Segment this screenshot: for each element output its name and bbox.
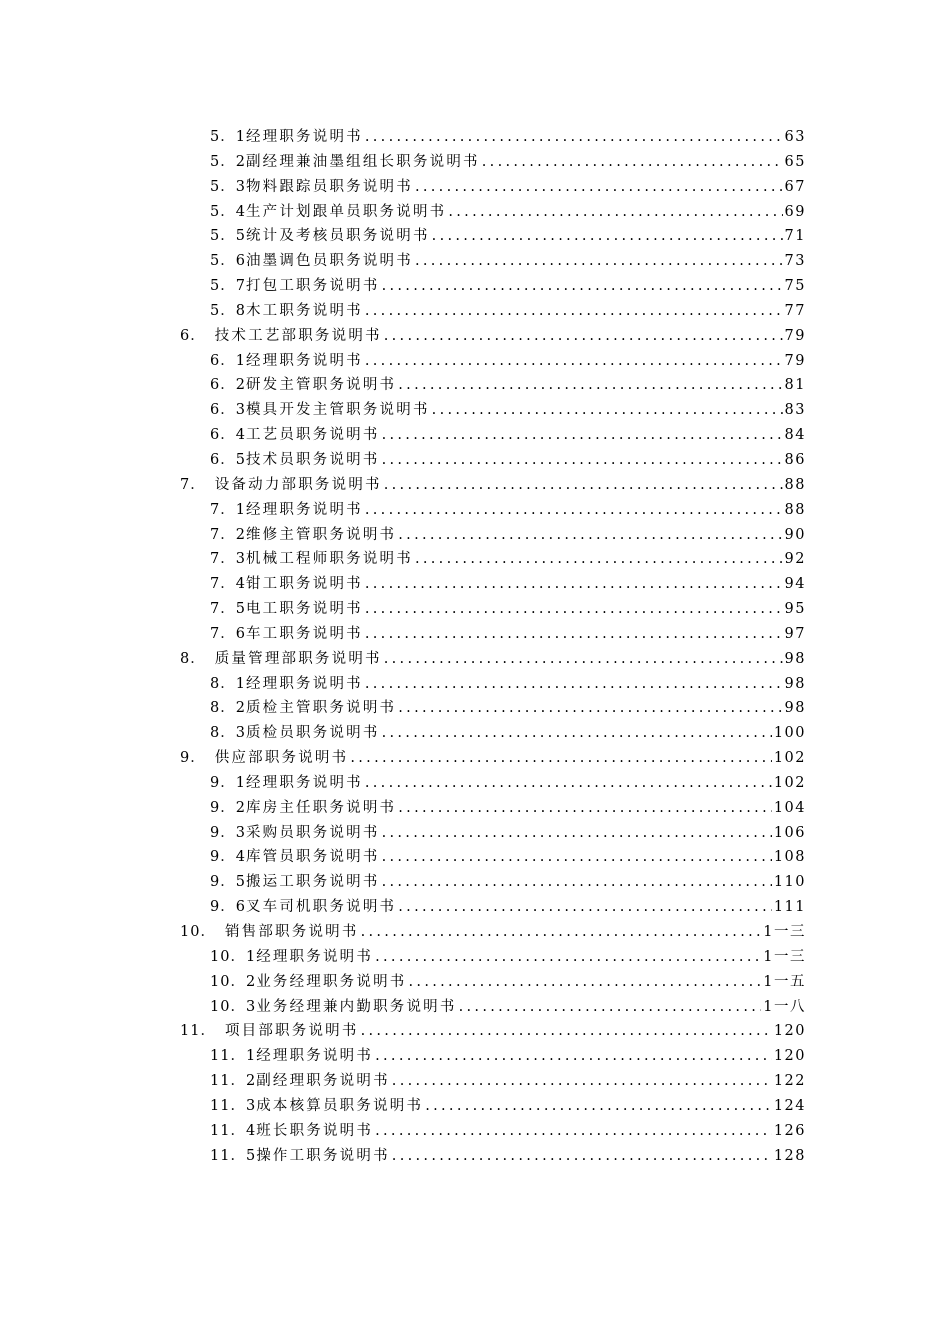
toc-entry-number: 10．3 bbox=[210, 998, 257, 1015]
toc-page-number: 77 bbox=[784, 302, 806, 319]
toc-page-number: 73 bbox=[784, 253, 806, 270]
toc-entry-title: 项目部职务说明书 bbox=[224, 1023, 359, 1040]
toc-dot-leader bbox=[384, 473, 783, 498]
toc-entry-number: 7．1 bbox=[210, 501, 246, 518]
toc-entry-title: 设备动力部职务说明书 bbox=[214, 476, 382, 493]
toc-entry-title: 班长职务说明书 bbox=[256, 1122, 374, 1139]
toc-row bbox=[0, 249, 950, 274]
toc-page-number: 98 bbox=[784, 700, 806, 717]
toc-row bbox=[0, 349, 950, 374]
toc-entry-title: 质量管理部职务说明书 bbox=[214, 650, 382, 667]
toc-row bbox=[0, 721, 950, 746]
toc-page-number: 79 bbox=[784, 327, 806, 344]
toc-entry-title: 叉车司机职务说明书 bbox=[245, 899, 397, 916]
toc-entry-title: 生产计划跟单员职务说明书 bbox=[245, 203, 447, 220]
toc-entry-number: 9．1 bbox=[210, 774, 246, 791]
toc-entry-subsection[interactable] bbox=[210, 125, 806, 150]
toc-entry-number: 5．7 bbox=[210, 278, 246, 295]
toc-entry-number: 7．6 bbox=[210, 625, 246, 642]
toc-entry-title: 业务经理职务说明书 bbox=[256, 973, 407, 990]
toc-page-number: 100 bbox=[773, 725, 806, 742]
toc-entry-number: 11．4 bbox=[210, 1122, 257, 1139]
toc-dot-leader bbox=[382, 274, 783, 299]
toc-entry-subsection[interactable] bbox=[210, 945, 806, 970]
toc-entry-title: 打包工职务说明书 bbox=[245, 278, 380, 295]
toc-entry-subsection[interactable] bbox=[210, 771, 806, 796]
toc-entry-section[interactable] bbox=[180, 1019, 806, 1044]
toc-dot-leader bbox=[361, 1019, 772, 1044]
toc-entry-subsection[interactable] bbox=[210, 398, 806, 423]
toc-entry-title: 供应部职务说明书 bbox=[214, 750, 349, 767]
toc-entry-number: 7．4 bbox=[210, 576, 246, 593]
toc-row bbox=[0, 845, 950, 870]
toc-entry-title: 统计及考核员职务说明书 bbox=[245, 228, 430, 245]
toc-dot-leader bbox=[432, 398, 783, 423]
toc-entry-subsection[interactable] bbox=[210, 1044, 806, 1069]
toc-page-number: 65 bbox=[784, 153, 806, 170]
toc-dot-leader bbox=[398, 523, 782, 548]
toc-entry-subsection[interactable] bbox=[210, 572, 806, 597]
toc-entry-subsection[interactable] bbox=[210, 299, 806, 324]
toc-dot-leader bbox=[398, 796, 772, 821]
toc-row bbox=[0, 771, 950, 796]
toc-entry-subsection[interactable] bbox=[210, 895, 806, 920]
toc-row bbox=[0, 498, 950, 523]
toc-entry-subsection[interactable] bbox=[210, 373, 806, 398]
toc-dot-leader bbox=[398, 696, 782, 721]
toc-entry-number: 9．5 bbox=[210, 874, 246, 891]
toc-page-number: 63 bbox=[784, 129, 806, 145]
toc-entry-subsection[interactable] bbox=[210, 870, 806, 895]
toc-dot-leader bbox=[382, 721, 772, 746]
toc-dot-leader bbox=[365, 125, 783, 150]
toc-entry-subsection[interactable] bbox=[210, 274, 806, 299]
toc-dot-leader bbox=[375, 1044, 772, 1069]
toc-entry-number: 5．5 bbox=[210, 228, 246, 245]
toc-row bbox=[0, 622, 950, 647]
toc-row bbox=[0, 647, 950, 672]
toc-entry-number: 5．8 bbox=[210, 302, 246, 319]
toc-row bbox=[0, 870, 950, 895]
toc-dot-leader bbox=[392, 1144, 772, 1169]
toc-entry-number: 10．2 bbox=[210, 973, 257, 990]
toc-entry-number: 5．3 bbox=[210, 178, 246, 195]
toc-entry-subsection[interactable] bbox=[210, 970, 806, 995]
toc-entry-title: 经理职务说明书 bbox=[245, 129, 363, 145]
toc-row bbox=[0, 324, 950, 349]
toc-dot-leader bbox=[365, 299, 783, 324]
toc-page-number: 1一八 bbox=[763, 998, 806, 1015]
toc-dot-leader bbox=[365, 622, 783, 647]
toc-entry-title: 技术工艺部职务说明书 bbox=[214, 327, 382, 344]
toc-page-number: 1一五 bbox=[763, 973, 806, 990]
toc-entry-subsection[interactable] bbox=[210, 845, 806, 870]
toc-row bbox=[0, 970, 950, 995]
toc-entry-subsection[interactable] bbox=[210, 175, 806, 200]
toc-entry-number: 8．3 bbox=[210, 725, 246, 742]
toc-entry-number: 6． bbox=[180, 327, 206, 344]
toc-dot-leader bbox=[365, 572, 783, 597]
toc-row bbox=[0, 523, 950, 548]
toc-entry-title: 副经理职务说明书 bbox=[256, 1073, 390, 1090]
toc-entry-title: 经理职务说明书 bbox=[245, 352, 363, 369]
toc-dot-leader bbox=[482, 150, 783, 175]
toc-entry-number: 7．3 bbox=[210, 551, 246, 568]
toc-entry-subsection[interactable] bbox=[210, 547, 806, 572]
toc-entry-number: 6．2 bbox=[210, 377, 246, 394]
toc-dot-leader bbox=[365, 771, 772, 796]
toc-entry-title: 库房主任职务说明书 bbox=[245, 799, 397, 816]
toc-row bbox=[0, 1044, 950, 1069]
toc-row bbox=[0, 995, 950, 1020]
toc-row bbox=[0, 200, 950, 225]
toc-entry-subsection[interactable] bbox=[210, 995, 806, 1020]
toc-page-number: 69 bbox=[784, 203, 806, 220]
toc-entry-subsection[interactable] bbox=[210, 1069, 806, 1094]
toc-entry-subsection[interactable] bbox=[210, 349, 806, 374]
toc-entry-subsection[interactable] bbox=[210, 448, 806, 473]
toc-page-number: 102 bbox=[773, 774, 806, 791]
toc-dot-leader bbox=[375, 945, 761, 970]
toc-entry-subsection[interactable] bbox=[210, 721, 806, 746]
toc-entry-number: 8．1 bbox=[210, 675, 246, 692]
toc-dot-leader bbox=[361, 920, 762, 945]
toc-entry-title: 业务经理兼内勤职务说明书 bbox=[256, 998, 457, 1015]
toc-entry-title: 库管员职务说明书 bbox=[245, 849, 380, 866]
toc-row bbox=[0, 1019, 950, 1044]
toc-entry-number: 9．4 bbox=[210, 849, 246, 866]
toc-row bbox=[0, 821, 950, 846]
toc-page-number: 88 bbox=[784, 501, 806, 518]
toc-entry-title: 钳工职务说明书 bbox=[245, 576, 363, 593]
toc-dot-leader bbox=[365, 349, 783, 374]
toc-row bbox=[0, 1094, 950, 1119]
toc-entry-subsection[interactable] bbox=[210, 1094, 806, 1119]
toc-entry-subsection[interactable] bbox=[210, 821, 806, 846]
toc-page-number: 102 bbox=[773, 750, 806, 767]
toc-entry-subsection[interactable] bbox=[210, 200, 806, 225]
toc-row bbox=[0, 547, 950, 572]
toc-entry-title: 物料跟踪员职务说明书 bbox=[245, 178, 413, 195]
toc-entry-number: 9．3 bbox=[210, 824, 246, 841]
toc-entry-title: 油墨调色员职务说明书 bbox=[245, 253, 413, 270]
toc-entry-section[interactable] bbox=[180, 920, 806, 945]
toc-entry-title: 技术员职务说明书 bbox=[245, 451, 380, 468]
toc-entry-number: 5．6 bbox=[210, 253, 246, 270]
toc-entry-title: 经理职务说明书 bbox=[245, 501, 363, 518]
toc-dot-leader bbox=[382, 448, 783, 473]
toc-entry-number: 9．6 bbox=[210, 899, 246, 916]
toc-entry-subsection[interactable] bbox=[210, 696, 806, 721]
toc-entry-title: 机械工程师职务说明书 bbox=[245, 551, 413, 568]
toc-page-number: 124 bbox=[773, 1097, 806, 1114]
toc-page-number: 106 bbox=[773, 824, 806, 841]
toc-dot-leader bbox=[375, 1119, 772, 1144]
toc-entry-title: 搬运工职务说明书 bbox=[245, 874, 380, 891]
toc-entry-title: 销售部职务说明书 bbox=[224, 924, 359, 940]
toc-entry-subsection[interactable] bbox=[210, 622, 806, 647]
toc-entry-subsection[interactable] bbox=[210, 224, 806, 249]
toc-entry-title: 模具开发主管职务说明书 bbox=[245, 402, 430, 419]
toc-entry-number: 11．1 bbox=[210, 1048, 257, 1065]
toc-dot-leader bbox=[382, 845, 772, 870]
toc-entry-title: 质检主管职务说明书 bbox=[245, 700, 397, 717]
toc-dot-leader bbox=[398, 895, 772, 920]
toc-entry-title: 车工职务说明书 bbox=[245, 625, 363, 642]
toc-entry-title: 工艺员职务说明书 bbox=[245, 427, 380, 444]
toc-dot-leader bbox=[432, 224, 783, 249]
toc-row bbox=[0, 945, 950, 970]
toc-entry-subsection[interactable] bbox=[210, 796, 806, 821]
toc-row bbox=[0, 597, 950, 622]
toc-page-number: 75 bbox=[784, 278, 806, 295]
toc-page-number: 97 bbox=[784, 625, 806, 642]
toc-row bbox=[0, 398, 950, 423]
toc-row bbox=[0, 373, 950, 398]
toc-dot-leader bbox=[448, 200, 782, 225]
toc-entry-number: 9． bbox=[180, 750, 206, 767]
toc-entry-subsection[interactable] bbox=[210, 423, 806, 448]
toc-page-number: 98 bbox=[784, 650, 806, 667]
toc-page-number: 111 bbox=[773, 899, 806, 916]
toc-page-number: 126 bbox=[773, 1122, 806, 1139]
toc-row bbox=[0, 224, 950, 249]
toc-entry-number: 5．4 bbox=[210, 203, 246, 220]
toc-row bbox=[0, 920, 950, 945]
toc-dot-leader bbox=[459, 995, 762, 1020]
toc-entry-title: 经理职务说明书 bbox=[245, 675, 363, 692]
table-of-contents bbox=[0, 125, 950, 1168]
toc-entry-number: 9．2 bbox=[210, 799, 246, 816]
toc-page-number: 84 bbox=[784, 427, 806, 444]
toc-entry-title: 木工职务说明书 bbox=[245, 302, 363, 319]
toc-page-number: 104 bbox=[773, 799, 806, 816]
toc-entry-title: 维修主管职务说明书 bbox=[245, 526, 397, 543]
toc-dot-leader bbox=[409, 970, 762, 995]
toc-dot-leader bbox=[384, 324, 783, 349]
toc-row bbox=[0, 895, 950, 920]
toc-dot-leader bbox=[415, 249, 783, 274]
toc-row bbox=[0, 125, 950, 150]
toc-page-number: 90 bbox=[784, 526, 806, 543]
toc-dot-leader bbox=[398, 373, 782, 398]
toc-page-number: 108 bbox=[773, 849, 806, 866]
toc-page-number: 128 bbox=[773, 1147, 806, 1164]
toc-entry-number: 7．2 bbox=[210, 526, 246, 543]
toc-entry-subsection[interactable] bbox=[210, 498, 806, 523]
toc-row bbox=[0, 1144, 950, 1169]
toc-entry-number: 5．2 bbox=[210, 153, 246, 170]
toc-entry-subsection[interactable] bbox=[210, 597, 806, 622]
toc-dot-leader bbox=[382, 821, 772, 846]
toc-entry-subsection[interactable] bbox=[210, 672, 806, 697]
toc-page-number: 120 bbox=[773, 1048, 806, 1065]
toc-row bbox=[0, 274, 950, 299]
toc-entry-title: 研发主管职务说明书 bbox=[245, 377, 397, 394]
toc-row bbox=[0, 423, 950, 448]
toc-entry-title: 经理职务说明书 bbox=[245, 774, 363, 791]
toc-entry-number: 11． bbox=[180, 1023, 216, 1040]
toc-entry-number: 5．1 bbox=[210, 129, 246, 145]
toc-row bbox=[0, 672, 950, 697]
toc-row bbox=[0, 299, 950, 324]
toc-entry-number: 6．1 bbox=[210, 352, 246, 369]
toc-entry-subsection[interactable] bbox=[210, 1144, 806, 1169]
toc-page-number: 81 bbox=[784, 377, 806, 394]
toc-page-number: 120 bbox=[773, 1023, 806, 1040]
toc-entry-number: 11．5 bbox=[210, 1147, 257, 1164]
toc-dot-leader bbox=[425, 1094, 772, 1119]
toc-page-number: 1一三 bbox=[763, 948, 806, 965]
toc-entry-number: 11．2 bbox=[210, 1073, 257, 1090]
toc-entry-section[interactable] bbox=[180, 324, 806, 349]
toc-dot-leader bbox=[384, 647, 783, 672]
toc-entry-number: 6．4 bbox=[210, 427, 246, 444]
toc-page-number: 92 bbox=[784, 551, 806, 568]
toc-row bbox=[0, 448, 950, 473]
toc-page-number: 110 bbox=[773, 874, 806, 891]
toc-entry-title: 副经理兼油墨组组长职务说明书 bbox=[245, 153, 480, 170]
toc-page-number: 79 bbox=[784, 352, 806, 369]
toc-entry-number: 7． bbox=[180, 476, 206, 493]
toc-dot-leader bbox=[382, 870, 772, 895]
toc-page-number: 94 bbox=[784, 576, 806, 593]
toc-page-number: 98 bbox=[784, 675, 806, 692]
toc-entry-title: 电工职务说明书 bbox=[245, 601, 363, 618]
toc-page-number: 86 bbox=[784, 451, 806, 468]
toc-entry-title: 采购员职务说明书 bbox=[245, 824, 380, 841]
toc-page-number: 83 bbox=[784, 402, 806, 419]
toc-entry-number: 11．3 bbox=[210, 1097, 257, 1114]
toc-entry-title: 经理职务说明书 bbox=[256, 948, 374, 965]
toc-dot-leader bbox=[350, 746, 771, 771]
toc-entry-title: 成本核算员职务说明书 bbox=[256, 1097, 424, 1114]
toc-entry-title: 质检员职务说明书 bbox=[245, 725, 380, 742]
toc-row bbox=[0, 572, 950, 597]
toc-entry-number: 6．3 bbox=[210, 402, 246, 419]
toc-entry-number: 10． bbox=[180, 924, 216, 940]
toc-entry-subsection[interactable] bbox=[210, 249, 806, 274]
toc-page-number: 95 bbox=[784, 601, 806, 618]
toc-entry-number: 7．5 bbox=[210, 601, 246, 618]
toc-page-number: 122 bbox=[773, 1073, 806, 1090]
toc-page-number: 88 bbox=[784, 476, 806, 493]
toc-dot-leader bbox=[392, 1069, 772, 1094]
toc-dot-leader bbox=[365, 597, 783, 622]
toc-dot-leader bbox=[382, 423, 783, 448]
toc-dot-leader bbox=[365, 672, 783, 697]
toc-entry-title: 操作工职务说明书 bbox=[256, 1147, 390, 1164]
toc-entry-subsection[interactable] bbox=[210, 1119, 806, 1144]
toc-row bbox=[0, 1069, 950, 1094]
toc-dot-leader bbox=[365, 498, 783, 523]
toc-row bbox=[0, 796, 950, 821]
toc-entry-section[interactable] bbox=[180, 647, 806, 672]
toc-dot-leader bbox=[415, 547, 783, 572]
toc-page-number: 1一三 bbox=[763, 924, 806, 940]
toc-entry-section[interactable] bbox=[180, 473, 806, 498]
toc-dot-leader bbox=[415, 175, 783, 200]
toc-entry-subsection[interactable] bbox=[210, 150, 806, 175]
toc-page-number: 71 bbox=[784, 228, 806, 245]
toc-entry-section[interactable] bbox=[180, 746, 806, 771]
toc-row bbox=[0, 473, 950, 498]
toc-entry-number: 8． bbox=[180, 650, 206, 667]
toc-entry-subsection[interactable] bbox=[210, 523, 806, 548]
toc-entry-number: 8．2 bbox=[210, 700, 246, 717]
toc-row bbox=[0, 150, 950, 175]
toc-row bbox=[0, 696, 950, 721]
toc-page-number: 67 bbox=[784, 178, 806, 195]
toc-row bbox=[0, 1119, 950, 1144]
toc-entry-title: 经理职务说明书 bbox=[256, 1048, 374, 1065]
toc-row bbox=[0, 175, 950, 200]
toc-row bbox=[0, 746, 950, 771]
toc-entry-number: 6．5 bbox=[210, 451, 246, 468]
toc-entry-number: 10．1 bbox=[210, 948, 257, 965]
